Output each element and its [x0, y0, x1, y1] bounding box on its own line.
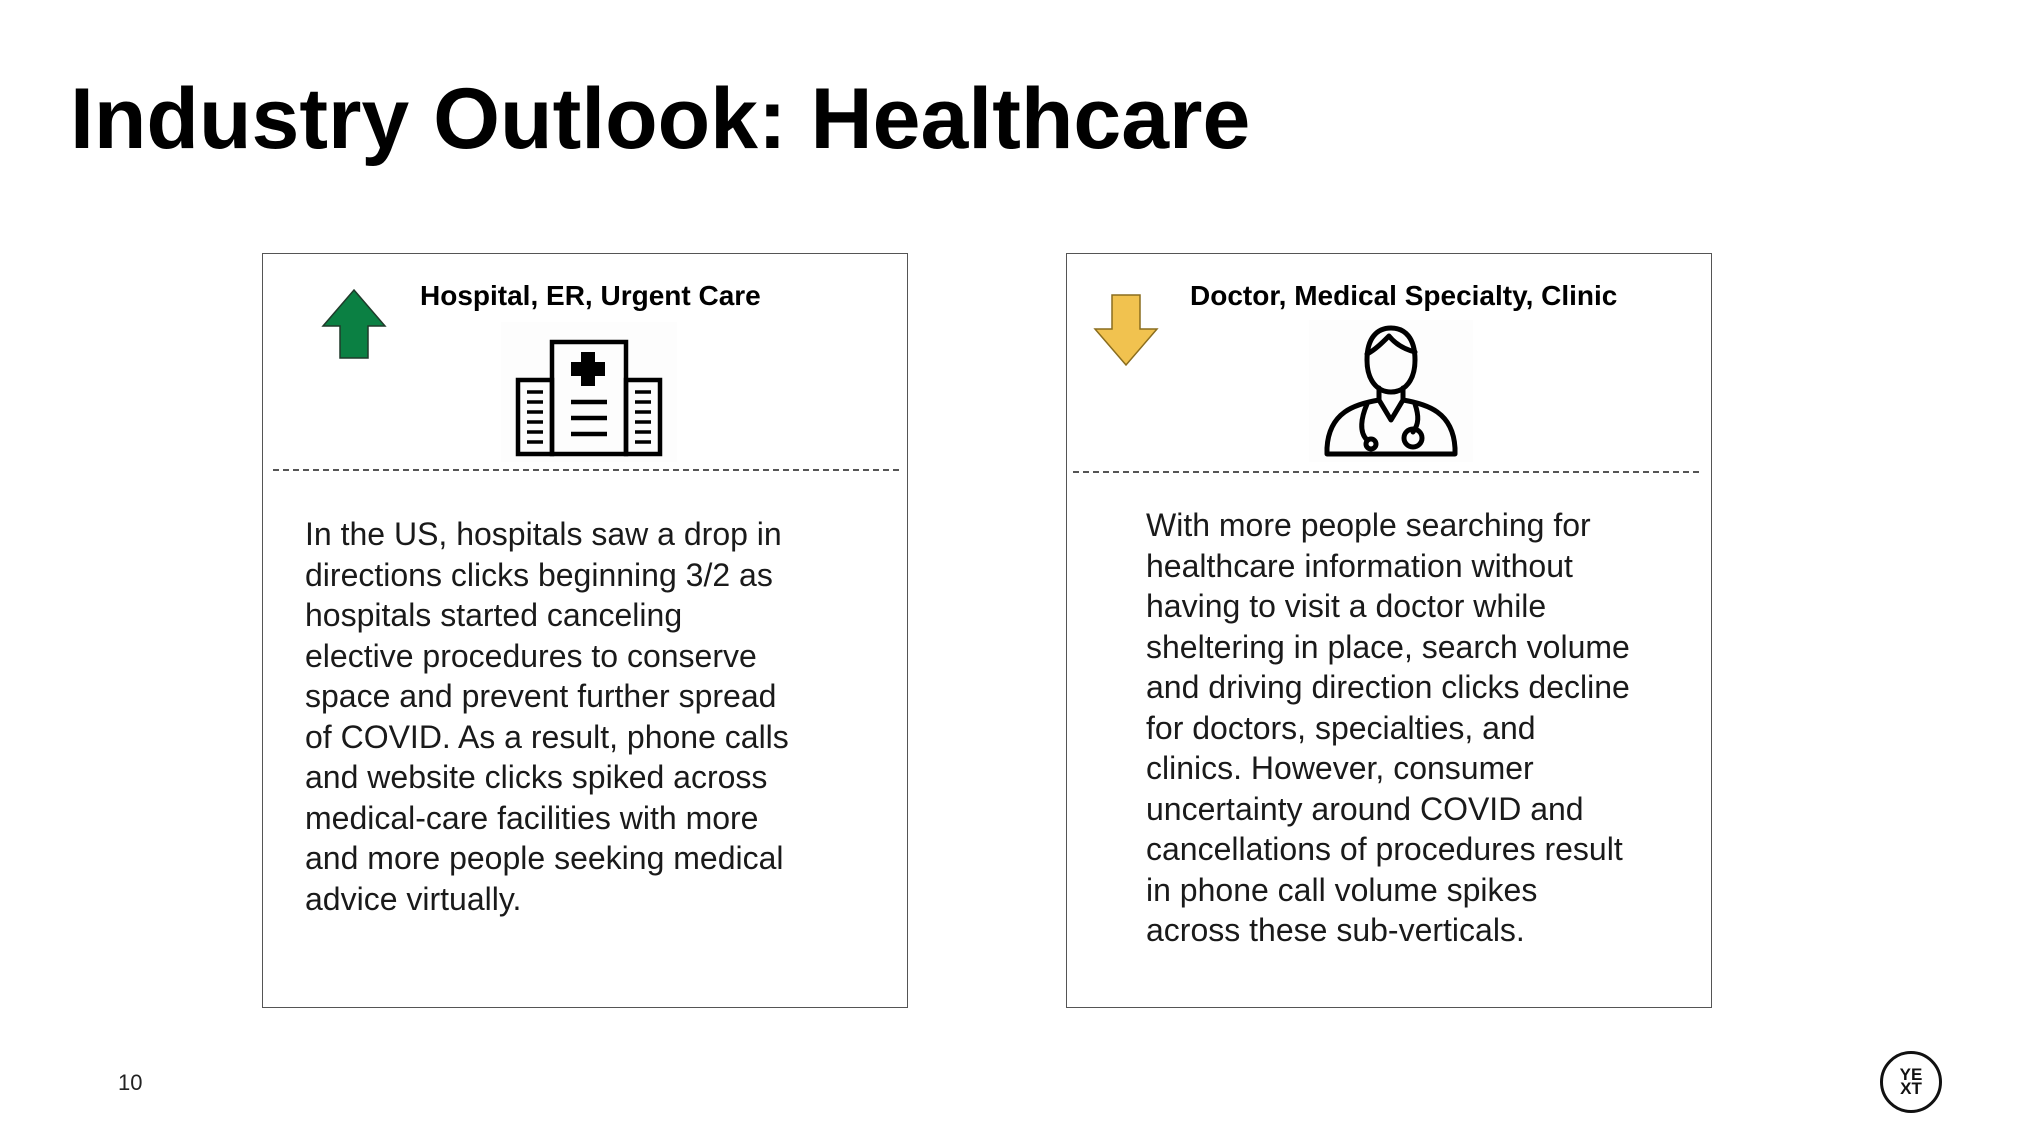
card-body-text: In the US, hospitals saw a drop in directions clicks beginning 3/2 as hospitals started canceling elective procedures to conserve space and prevent further spread of COVID. As a result, phone calls and website clicks spiked across medical-care facilities with more and more people seeking medical advice virtually. [305, 516, 789, 917]
doctor-card [1066, 253, 1712, 1008]
card-body-text: With more people searching for healthcare information without having to visit a doctor while sheltering in place, search volume and driving direction clicks decline for doctors, specialties, and clinics. However, consumer uncertainty around COVID and cancellations of procedures result in phone call volume spikes across these sub-verticals. [1146, 507, 1630, 948]
up-arrow-icon [321, 288, 387, 360]
doctor-stethoscope-icon [1309, 320, 1473, 462]
yext-logo [1879, 1050, 1943, 1114]
card-heading: Doctor, Medical Specialty, Clinic [1190, 280, 1618, 311]
dashed-divider [273, 469, 899, 471]
page-number: 10 [118, 1070, 143, 1095]
down-arrow-icon [1093, 293, 1159, 367]
dashed-divider [1073, 471, 1699, 473]
card-heading: Hospital, ER, Urgent Care [420, 280, 761, 311]
hospital-card [262, 253, 908, 1008]
hospital-building-icon [501, 322, 677, 462]
slide-title: Industry Outlook: Healthcare [70, 71, 1251, 167]
logo-text: YE XT [1899, 1064, 1923, 1098]
